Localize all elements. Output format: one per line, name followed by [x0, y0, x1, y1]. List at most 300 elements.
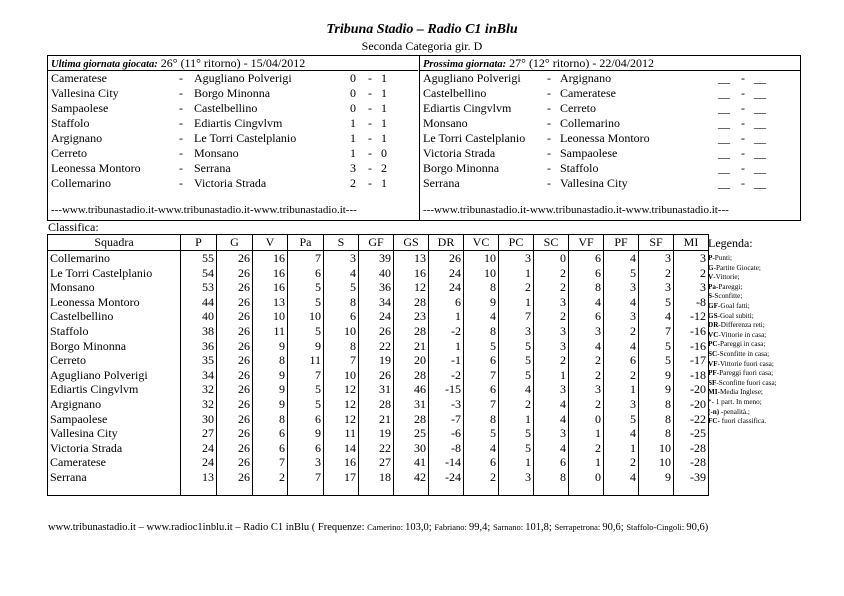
legend-key: DR [708, 321, 719, 330]
last-round-footer[interactable]: ---www.tribunastadio.it-www.tribunastadio.it-www.tribunastadio.it--- [51, 204, 357, 216]
match-away-team: Cameratese [560, 86, 616, 100]
stat-cell: 2 [464, 470, 499, 485]
match-separator: - [547, 161, 551, 175]
stat-cell: 8 [324, 295, 359, 310]
stat-cell: 5 [288, 397, 324, 412]
stat-cell: 5 [288, 324, 324, 339]
stat-cell: 3 [534, 324, 569, 339]
stat-cell: 28 [359, 397, 394, 412]
stat-cell: -28 [674, 441, 709, 456]
team-name-cell: Victoria Strada [48, 441, 181, 456]
last-round-header [48, 56, 418, 71]
last-round-value: 26° (11° ritorno) - 15/04/2012 [157, 56, 306, 70]
match-home-score-blank: __ [718, 101, 730, 115]
stat-cell: 26 [217, 324, 253, 339]
stat-cell: 9 [464, 295, 499, 310]
empty-cell [48, 485, 181, 496]
empty-cell [464, 485, 499, 496]
next-round-match [420, 176, 801, 191]
next-round-match [420, 116, 801, 131]
stat-cell: 6 [288, 412, 324, 427]
last-round-match [48, 101, 418, 116]
match-home-score-blank: __ [718, 161, 730, 175]
empty-cell [288, 485, 324, 496]
stat-cell: 8 [639, 412, 674, 427]
team-name-cell: Staffolo [48, 324, 181, 339]
match-home-score: 2 [350, 176, 356, 190]
match-away-team: Ediartis Cingvlvm [194, 116, 283, 130]
team-name-cell: Borgo Minonna [48, 339, 181, 354]
stat-cell: 44 [181, 295, 217, 310]
table-row [48, 412, 709, 427]
stat-cell: 3 [604, 397, 639, 412]
match-away-score-blank: __ [754, 71, 766, 85]
stat-cell: 16 [324, 455, 359, 470]
stat-cell: 3 [534, 295, 569, 310]
match-home-score-blank: __ [718, 116, 730, 130]
match-away-score: 1 [381, 176, 387, 190]
stat-cell: 32 [181, 397, 217, 412]
empty-cell [569, 485, 604, 496]
stat-cell: 6 [464, 353, 499, 368]
standings-table [47, 234, 709, 496]
stat-cell: 10 [464, 251, 499, 266]
stat-cell: 19 [359, 426, 394, 441]
column-header-dr: DR [429, 235, 464, 251]
legend-desc: -Partite Giocate; [713, 263, 761, 272]
stat-cell: 7 [499, 309, 534, 324]
table-row [48, 441, 709, 456]
stat-cell: 4 [604, 295, 639, 310]
stat-cell: 11 [253, 324, 288, 339]
stat-cell: 26 [217, 266, 253, 281]
stat-cell: 46 [394, 382, 429, 397]
next-round-match [420, 161, 801, 176]
stat-cell: 28 [394, 368, 429, 383]
stat-cell: 1 [569, 455, 604, 470]
stat-cell: 10 [324, 324, 359, 339]
stat-cell: -20 [674, 382, 709, 397]
stat-cell: 10 [253, 309, 288, 324]
stat-cell: 1 [569, 426, 604, 441]
freq-serrapetrona-value: 90,6; [602, 522, 627, 533]
stat-cell: 3 [288, 455, 324, 470]
freq-fabriano-value: 99,4; [469, 522, 493, 533]
stat-cell: 3 [639, 280, 674, 295]
column-header-p: P [181, 235, 217, 251]
stat-cell: 0 [569, 412, 604, 427]
match-separator: - [179, 146, 183, 160]
stat-cell: 5 [499, 353, 534, 368]
stat-cell: 26 [217, 309, 253, 324]
match-away-team: Sampaolese [560, 146, 618, 160]
stat-cell: 31 [359, 382, 394, 397]
stat-cell: 12 [324, 412, 359, 427]
match-home-score-blank: __ [718, 131, 730, 145]
team-name-cell: Collemarino [48, 251, 181, 266]
stat-cell: 39 [359, 251, 394, 266]
stat-cell: 5 [604, 266, 639, 281]
match-separator: - [547, 131, 551, 145]
table-row [48, 295, 709, 310]
next-round-match [420, 86, 801, 101]
legend-item [708, 254, 828, 264]
stat-cell: 8 [324, 339, 359, 354]
stat-cell: 5 [639, 339, 674, 354]
legend-item [708, 398, 828, 408]
stat-cell: 5 [604, 412, 639, 427]
next-round-panel [419, 56, 801, 220]
match-separator: - [547, 71, 551, 85]
team-name-cell: Ediartis Cingvlvm [48, 382, 181, 397]
column-header-vf: VF [569, 235, 604, 251]
stat-cell: 2 [499, 280, 534, 295]
match-home-score: 0 [350, 71, 356, 85]
match-home-score: 1 [350, 131, 356, 145]
stat-cell: 1 [534, 368, 569, 383]
stat-cell: 26 [359, 324, 394, 339]
legend-item [708, 379, 828, 389]
stat-cell: 2 [534, 309, 569, 324]
stat-cell: 3 [604, 309, 639, 324]
match-away-score-blank: __ [754, 86, 766, 100]
match-home-score: 1 [350, 146, 356, 160]
match-home-team: Sampaolese [51, 101, 109, 115]
stat-cell: 26 [217, 295, 253, 310]
match-away-team: Staffolo [560, 161, 599, 175]
stat-cell: 8 [639, 397, 674, 412]
stat-cell: 4 [569, 339, 604, 354]
stat-cell: 26 [429, 251, 464, 266]
match-separator: - [179, 176, 183, 190]
match-away-score-blank: __ [754, 146, 766, 160]
match-away-score: 1 [381, 86, 387, 100]
stat-cell: 26 [217, 426, 253, 441]
stat-cell: 4 [464, 309, 499, 324]
stat-cell: 30 [181, 412, 217, 427]
stat-cell: 9 [639, 382, 674, 397]
stat-cell: 5 [499, 368, 534, 383]
legend-item [708, 321, 828, 331]
match-home-team: Le Torri Castelplanio [423, 131, 526, 145]
stat-cell: 26 [217, 280, 253, 295]
stat-cell: 30 [394, 441, 429, 456]
stat-cell: 3 [499, 324, 534, 339]
stat-cell: 16 [394, 266, 429, 281]
stat-cell: -8 [674, 295, 709, 310]
next-round-footer[interactable]: ---www.tribunastadio.it-www.tribunastadio.it-www.tribunastadio.it--- [423, 204, 729, 216]
legend-key: PF [708, 369, 717, 378]
next-round-header [420, 56, 801, 71]
stat-cell: 53 [181, 280, 217, 295]
stat-cell: 3 [534, 339, 569, 354]
legend-desc: -Sconfitte; [712, 292, 743, 301]
legend-desc: -Punti; [712, 254, 732, 262]
match-separator: - [179, 71, 183, 85]
stat-cell: 4 [534, 441, 569, 456]
stat-cell: -39 [674, 470, 709, 485]
stat-cell: 4 [604, 251, 639, 266]
table-row [48, 382, 709, 397]
stat-cell: 42 [394, 470, 429, 485]
match-away-team: Castelbellino [194, 101, 258, 115]
stat-cell: -16 [674, 324, 709, 339]
column-header-s: S [324, 235, 359, 251]
stat-cell: 6 [288, 441, 324, 456]
match-separator: - [547, 176, 551, 190]
stat-cell: 3 [604, 280, 639, 295]
stat-cell: -24 [429, 470, 464, 485]
stat-cell: 31 [394, 397, 429, 412]
team-name-cell: Cameratese [48, 455, 181, 470]
empty-cell [217, 485, 253, 496]
column-header-sf: SF [639, 235, 674, 251]
stat-cell: 3 [569, 324, 604, 339]
stat-cell: 24 [359, 309, 394, 324]
stat-cell: 2 [569, 441, 604, 456]
stat-cell: 6 [253, 426, 288, 441]
match-separator: - [179, 101, 183, 115]
stat-cell: 9 [253, 397, 288, 412]
stat-cell: 2 [674, 266, 709, 281]
legend-key: GS [708, 311, 718, 320]
stat-cell: 2 [639, 266, 674, 281]
stat-cell: 20 [394, 353, 429, 368]
legend-key: G [708, 263, 714, 272]
stat-cell: 8 [253, 353, 288, 368]
stat-cell: -20 [674, 397, 709, 412]
stat-cell: 5 [464, 339, 499, 354]
stat-cell: 4 [604, 470, 639, 485]
stat-cell: 22 [359, 441, 394, 456]
table-row [48, 455, 709, 470]
freq-staffolo-value: 90,6) [686, 522, 709, 533]
stat-cell: -25 [674, 426, 709, 441]
stat-cell: 26 [217, 397, 253, 412]
match-home-team: Borgo Minonna [423, 161, 500, 175]
empty-cell [674, 485, 709, 496]
column-header-v: V [253, 235, 288, 251]
stat-cell: -22 [674, 412, 709, 427]
empty-cell [534, 485, 569, 496]
stat-cell: -16 [674, 339, 709, 354]
match-away-score-blank: __ [754, 101, 766, 115]
stat-cell: 5 [499, 339, 534, 354]
match-separator: - [179, 131, 183, 145]
match-home-score: 1 [350, 116, 356, 130]
stat-cell: 6 [604, 353, 639, 368]
stat-cell: 55 [181, 251, 217, 266]
legend [708, 236, 828, 427]
stat-cell: 5 [639, 295, 674, 310]
stat-cell: 9 [288, 426, 324, 441]
team-name-cell: Sampaolese [48, 412, 181, 427]
score-separator: - [741, 146, 745, 160]
legend-item [708, 283, 828, 293]
legend-desc: *- 1 part. In meno; [708, 397, 762, 406]
freq-serrapetrona-name: Serrapetrona: [554, 522, 603, 532]
stat-cell: 0 [534, 251, 569, 266]
match-away-score-blank: __ [754, 161, 766, 175]
team-name-cell: Cerreto [48, 353, 181, 368]
match-home-team: Staffolo [51, 116, 90, 130]
page-title: Tribuna Stadio – Radio C1 inBlu [326, 22, 518, 37]
match-away-team: Borgo Minonna [194, 86, 271, 100]
empty-cell [394, 485, 429, 496]
next-round-value: 27° (12° ritorno) - 22/04/2012 [506, 56, 655, 70]
next-round-match [420, 101, 801, 116]
legend-key: FC [708, 417, 718, 426]
legend-key: Pa [708, 282, 716, 291]
freq-staffolo-name: Staffolo-Cingoli: [626, 522, 687, 532]
stat-cell: 3 [324, 251, 359, 266]
legend-item [708, 340, 828, 350]
match-home-team: Cameratese [51, 71, 107, 85]
legend-item [708, 360, 828, 370]
table-row [48, 251, 709, 266]
stat-cell: 2 [534, 266, 569, 281]
stat-cell: 54 [181, 266, 217, 281]
score-separator: - [368, 146, 372, 160]
stat-cell: 6 [288, 266, 324, 281]
match-home-team: Collemarino [51, 176, 111, 190]
stat-cell: 3 [674, 251, 709, 266]
legend-title: Legenda: [708, 236, 753, 250]
legend-item [708, 264, 828, 274]
stat-cell: 4 [324, 266, 359, 281]
empty-cell [324, 485, 359, 496]
empty-cell [253, 485, 288, 496]
score-separator: - [741, 116, 745, 130]
table-row [48, 470, 709, 485]
legend-desc: -Pareggi; [715, 282, 743, 291]
freq-fabriano-name: Fabriano: [434, 522, 470, 532]
table-row [48, 368, 709, 383]
column-header-squadra: Squadra [48, 235, 181, 251]
rounds-box [47, 55, 801, 221]
stat-cell: 25 [394, 426, 429, 441]
legend-key: VC [708, 330, 719, 339]
team-name-cell: Serrana [48, 470, 181, 485]
stat-cell: 16 [253, 280, 288, 295]
match-home-score-blank: __ [718, 146, 730, 160]
stat-cell: 6 [464, 382, 499, 397]
match-away-score: 1 [381, 116, 387, 130]
stat-cell: 2 [604, 455, 639, 470]
stat-cell: -28 [674, 455, 709, 470]
stat-cell: 2 [499, 397, 534, 412]
stat-cell: -15 [429, 382, 464, 397]
stat-cell: 13 [253, 295, 288, 310]
stat-cell: 9 [639, 470, 674, 485]
stat-cell: 6 [324, 309, 359, 324]
stat-cell: -3 [429, 397, 464, 412]
stat-cell: 10 [639, 441, 674, 456]
table-row [48, 266, 709, 281]
match-home-team: Leonessa Montoro [51, 161, 141, 175]
stat-cell: 35 [181, 353, 217, 368]
last-round-match [48, 161, 418, 176]
stat-cell: 28 [394, 412, 429, 427]
empty-cell [639, 485, 674, 496]
stat-cell: 38 [181, 324, 217, 339]
match-away-score: 2 [381, 161, 387, 175]
stat-cell: 16 [253, 251, 288, 266]
stat-cell: 4 [534, 412, 569, 427]
stat-cell: 1 [499, 412, 534, 427]
score-separator: - [368, 71, 372, 85]
table-row [48, 426, 709, 441]
table-row [48, 309, 709, 324]
stat-cell: 3 [534, 382, 569, 397]
last-round-label: Ultima giornata giocata: [51, 59, 158, 70]
stat-cell: 3 [569, 382, 604, 397]
stat-cell: 41 [394, 455, 429, 470]
legend-key: VF [708, 359, 718, 368]
legend-item [708, 388, 828, 398]
stat-cell: 6 [253, 441, 288, 456]
legend-desc: -Media Inglese; [717, 388, 763, 397]
match-away-score-blank: __ [754, 131, 766, 145]
stat-cell: 6 [429, 295, 464, 310]
stat-cell: 14 [324, 441, 359, 456]
match-home-score: 3 [350, 161, 356, 175]
stat-cell: 10 [324, 368, 359, 383]
stat-cell: 2 [569, 368, 604, 383]
stat-cell: 26 [217, 382, 253, 397]
stat-cell: 5 [288, 382, 324, 397]
stat-cell: 18 [359, 470, 394, 485]
stat-cell: 26 [217, 353, 253, 368]
stat-cell: -1 [429, 353, 464, 368]
last-round-match [48, 71, 418, 86]
match-home-team: Castelbellino [423, 86, 487, 100]
match-away-score-blank: __ [754, 176, 766, 190]
match-away-team: Victoria Strada [194, 176, 267, 190]
stat-cell: 2 [569, 353, 604, 368]
stat-cell: 12 [324, 382, 359, 397]
stat-cell: 8 [464, 324, 499, 339]
stat-cell: 0 [569, 470, 604, 485]
stat-cell: 6 [569, 309, 604, 324]
stat-cell: 6 [534, 455, 569, 470]
empty-cell [359, 485, 394, 496]
legend-desc: - fuori classifica. [717, 417, 767, 426]
table-row [48, 339, 709, 354]
last-round-match [48, 116, 418, 131]
stat-cell: 36 [181, 339, 217, 354]
last-round-match [48, 146, 418, 161]
stat-cell: 7 [639, 324, 674, 339]
match-home-score: 0 [350, 86, 356, 100]
team-name-cell: Vallesina City [48, 426, 181, 441]
stat-cell: 5 [324, 280, 359, 295]
stat-cell: 36 [359, 280, 394, 295]
stat-cell: 12 [394, 280, 429, 295]
column-header-g: G [217, 235, 253, 251]
footer-main[interactable]: www.tribunastadio.it – www.radioc1inblu.it – Radio C1 inBlu ( Frequenze: [48, 522, 368, 533]
stat-cell: 7 [288, 251, 324, 266]
match-separator: - [547, 86, 551, 100]
legend-item [708, 408, 828, 418]
last-round-panel [48, 56, 418, 220]
score-separator: - [741, 101, 745, 115]
legend-key: GF [708, 301, 718, 310]
match-away-team: Vallesina City [560, 176, 628, 190]
stat-cell: 1 [499, 455, 534, 470]
freq-sarnano-name: Sarnano: [492, 522, 526, 532]
team-name-cell: Castelbellino [48, 309, 181, 324]
